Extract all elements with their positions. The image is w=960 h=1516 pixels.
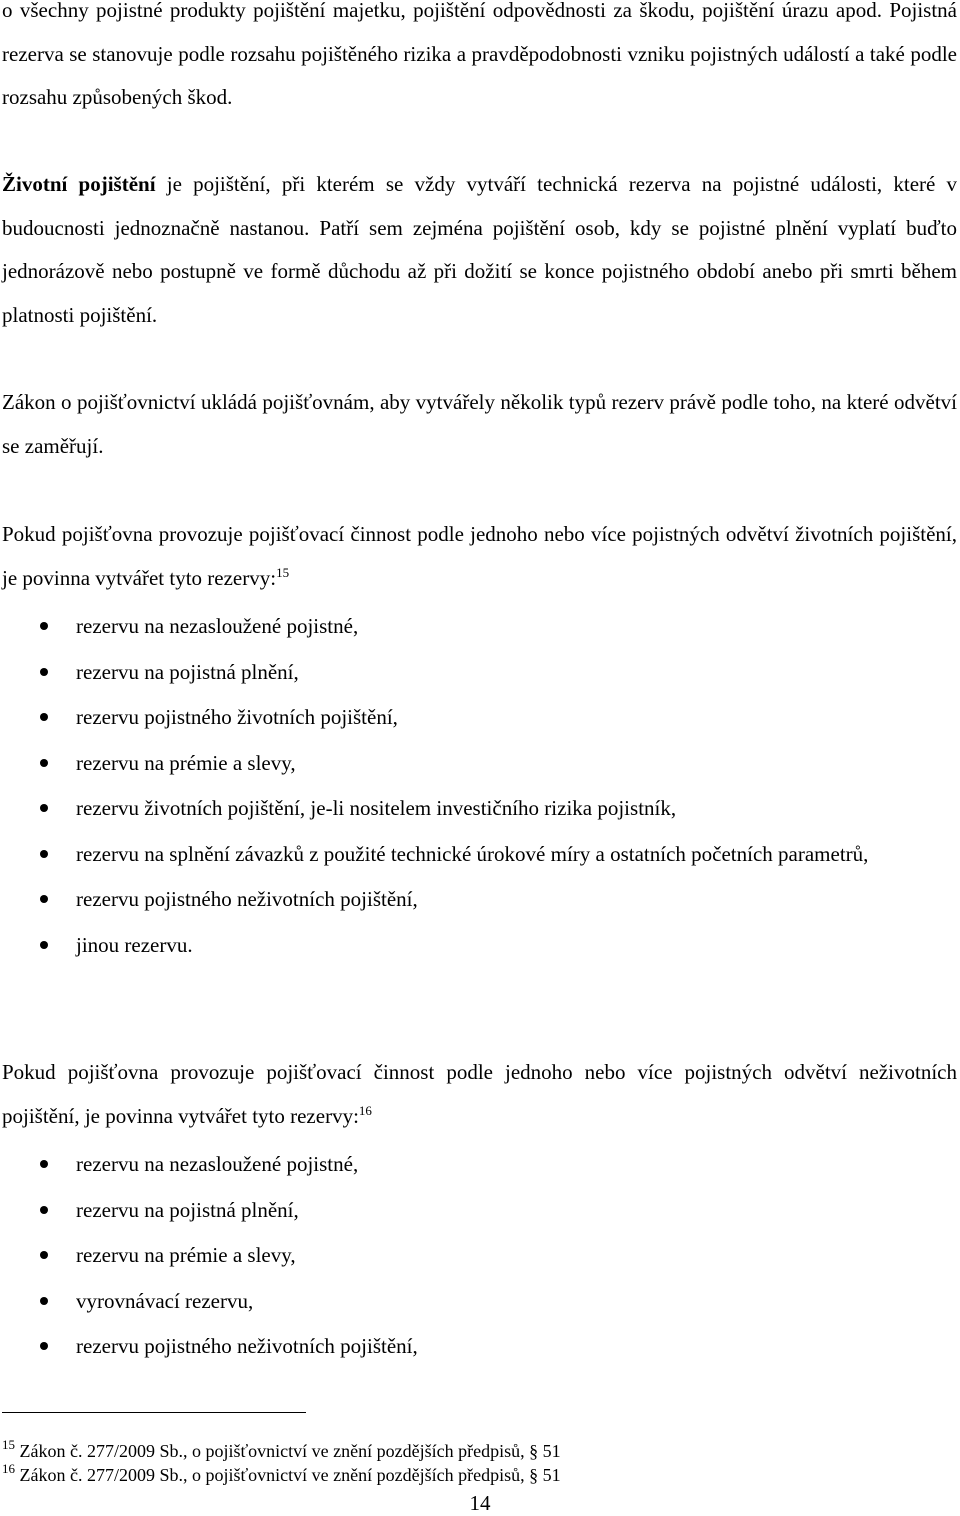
paragraph-life-reserves-intro [2,513,957,600]
list-item: rezervu na pojistná plnění, [2,650,957,696]
list-item: rezervu na pojistná plnění, [2,1188,957,1234]
list-item: rezervu na prémie a slevy, [2,741,957,787]
bullet-icon [40,850,48,858]
footnote-number: 16 [2,1461,15,1476]
list-item: jinou rezervu. [2,923,957,969]
bullet-icon [40,668,48,676]
bullet-icon [40,941,48,949]
footnote-separator [2,1412,306,1413]
footnote-15 [2,1437,957,1462]
bullet-icon [40,1297,48,1305]
footnote-text: Zákon č. 277/2009 Sb., o pojišťovnictví ve znění pozdějších předpisů, § 51 [19,1465,561,1485]
bullet-icon [40,1160,48,1168]
paragraph-life-insurance-text: je pojištění, při kterém se vždy vytváří technická rezerva na pojistné události, které v budoucnosti jednoznačně nastanou. Patří sem zejména pojištění osob, kdy se pojistné plnění vyplatí buďto jednorázově nebo postupně ve formě důchodu až při dožití se konce pojistného období anebo při smrti během platnosti pojištění. [2,172,958,327]
footnote-ref-16: 16 [358,1102,372,1118]
bullet-icon [40,1251,48,1259]
list-item: rezervu na prémie a slevy, [2,1233,957,1279]
list-item: rezervu na splnění závazků z použité technické úrokové míry a ostatních početních parametrů, [2,832,957,878]
life-reserves-list [2,604,957,968]
bullet-icon [40,622,48,630]
list-item: vyrovnávací rezervu, [2,1279,957,1325]
bullet-icon [40,804,48,812]
list-item: rezervu pojistného životních pojištění, [2,695,957,741]
list-item: rezervu životních pojištění, je-li nositelem investičního rizika pojistník, [2,786,957,832]
term-life-insurance: Životní pojištění [2,172,156,196]
bullet-icon [40,895,48,903]
list-item: rezervu na nezasloužené pojistné, [2,1142,957,1188]
bullet-icon [40,1342,48,1350]
list-item: rezervu pojistného neživotních pojištění, [2,877,957,923]
life-reserves-intro-text: Pokud pojišťovna provozuje pojišťovací činnost podle jednoho nebo více pojistných odvětví životních pojištění, je povinna vytvářet tyto rezervy: [2,522,957,590]
footnote-number: 15 [2,1437,15,1452]
bullet-icon [40,713,48,721]
list-item: rezervu na nezasloužené pojistné, [2,604,957,650]
footnote-text: Zákon č. 277/2009 Sb., o pojišťovnictví ve znění pozdějších předpisů, § 51 [19,1441,561,1461]
nonlife-reserves-list [2,1142,957,1370]
paragraph-insurance-act: Zákon o pojišťovnictví ukládá pojišťovnám, aby vytvářely několik typů rezerv právě podle toho, na které odvětví se zaměřují. [2,390,957,458]
footnote-ref-15: 15 [276,564,290,580]
list-item: rezervu pojistného neživotních pojištění, [2,1324,957,1370]
paragraph-life-insurance [2,163,957,337]
paragraph-property-insurance: o všechny pojistné produkty pojištění majetku, pojištění odpovědnosti za škodu, pojištění úrazu apod. Pojistná rezerva se stanovuje podle rozsahu pojištěného rizika a pravděpodobnosti vzniku pojistných událostí a také podle rozsahu způsobených škod. [2,0,957,109]
nonlife-reserves-intro-text: Pokud pojišťovna provozuje pojišťovací činnost podle jednoho nebo více pojistných odvětví neživotních pojištění, je povinna vytvářet tyto rezervy: [2,1060,957,1128]
paragraph-nonlife-reserves-intro [2,1051,957,1138]
footnote-16 [2,1461,957,1486]
bullet-icon [40,759,48,767]
bullet-icon [40,1206,48,1214]
page-number: 14 [469,1491,491,1515]
